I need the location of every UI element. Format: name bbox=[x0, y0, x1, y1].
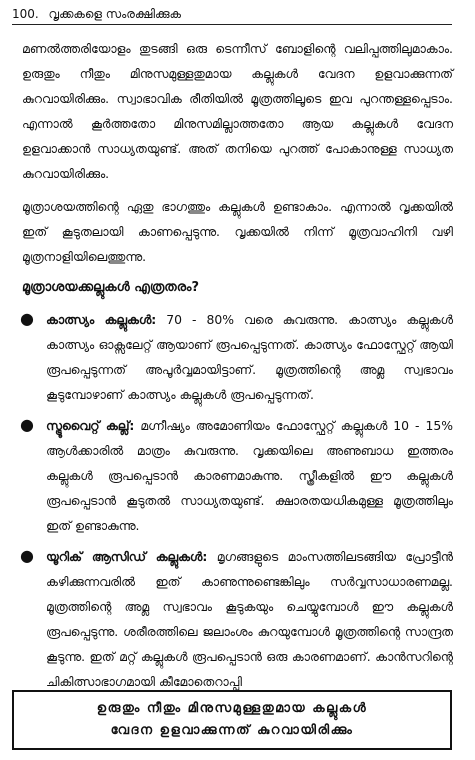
callout-line: ഉരുതും നീതും മിനുസമുള്ളതുമായ കല്ലുകൾ bbox=[96, 701, 368, 716]
bullet-icon: ● bbox=[20, 546, 34, 565]
section-heading: മൂത്രാശയക്കല്ലുകൾ എത്രതരം? bbox=[22, 280, 199, 295]
list-item-text: മൃഗങ്ങളുടെ മാംസത്തിലടങ്ങിയ പ്രോട്ടീൻ കഴിക്കുന്നവരിൽ ഇത് കാണുന്നുണ്ടെങ്കിലും സർവ്വസാധാരണമല്ല. മൂത്രത്തിന്റെ അമ്ല സ്വഭാവം കൂടുകയും ചെയ്യുമ്പോൾ ഈ കല്ലുകൾ രൂപപ്പെടുന്നു. ശരീരത്തിലെ ജലാംശം കുറയുമ്പോൾ മൂത്രത്തിന്റെ സാന്ദ്രത കൂടുന്നു. ഇത് മറ്റ് കല്ലുകൾ രൂപപ്പെടാൻ ഒരു കാരണമാണ്. കാൻസറിന്റെ ചികിത്സാഭാഗമായി കീമോതെറാപ്പി bbox=[46, 549, 453, 689]
bullet-icon: ● bbox=[20, 415, 34, 434]
list-item bbox=[22, 307, 453, 407]
list-item bbox=[22, 413, 453, 538]
callout-line: വേദന ഉളവാക്കുന്നത് കുറവായിരിക്കും bbox=[110, 723, 354, 738]
running-header bbox=[12, 6, 452, 25]
bullet-icon: ● bbox=[20, 309, 34, 328]
callout-box bbox=[12, 690, 452, 750]
list-item-term: സ്ട്രൂവൈറ്റ് കല്ല്: bbox=[46, 418, 135, 433]
stone-types-list bbox=[22, 307, 453, 694]
chapter-title: വൃക്കകളെ സംരക്ഷിക്കുക bbox=[48, 7, 182, 21]
body-text bbox=[22, 36, 453, 700]
list-item-text: മഗ്നീഷ്യം അമോണിയം ഫോസ്ഫേറ്റ് കല്ലുകൾ 10 - 15% ആൾക്കാരിൽ മാത്രം കുവരുന്നു. വൃക്കയിലെ അണുബാധ ഇത്തരം കല്ലുകൾ രൂപപ്പെടാൻ കാരണമാകുന്നു. സ്ത്രീകളിൽ ഈ കല്ലുകൾ രൂപപ്പെടാൻ കൂടുതൽ സാധ്യതയുണ്ട്. ക്ഷാരതയധികമുള്ള മൂത്രത്തിലും ഇത് ഉണ്ടാകുന്നു. bbox=[46, 418, 453, 533]
paragraph: മൂത്രാശയത്തിന്റെ ഏതു ഭാഗത്തും കല്ലുകൾ ഉണ്ടാകാം. എന്നാൽ വൃക്കയിൽ ഇത് കൂടുതലായി കാണപ്പെടുന്നു. വൃക്കയിൽ നിന്ന് മൂത്രവാഹിനി വഴി മൂത്രനാളിയിലെത്തുന്നു. bbox=[22, 199, 453, 264]
list-item-text: 70 - 80% വരെ കുവരുന്നു. കാത്സ്യം കല്ലുകൾ കാത്സ്യം ഓക്സലേറ്റ് ആയാണ് രൂപപ്പെടുന്നത്. കാത്സ്യം ഫോസ്ഫേറ്റ് ആയി രൂപപ്പെടുന്നത് അപൂർവ്വമായിട്ടാണ്. മൂത്രത്തിന്റെ അമ്ല സ്വഭാവം കൂടുമ്പോഴാണ് കാത്സ്യം കല്ലുകൾ രൂപപ്പെടുന്നത്. bbox=[46, 312, 453, 402]
list-item-term: യൂറിക് ആസിഡ് കല്ലുകൾ: bbox=[46, 549, 208, 564]
list-item bbox=[22, 544, 453, 694]
paragraph: മണൽത്തരിയോളം തുടങ്ങി ഒരു ടെന്നീസ് ബോളിന്റെ വലിപ്പത്തിലുമാകാം. ഉരുതും നീതും മിനുസമുള്ളതുമായ കല്ലുകൾ വേദന ഉളവാക്കുന്നത് കുറവായിരിക്കും. സ്വാഭാവിക രീതിയിൽ മൂത്രത്തിലൂടെ ഇവ പുറന്തള്ളപ്പെടാം. എന്നാൽ കൂർത്തതോ മിനുസമില്ലാത്തതോ ആയ കല്ലുകൾ വേദന ഉളവാക്കാൻ സാധ്യതയുണ്ട്. അത് തനിയെ പുറത്ത് പോകാനുള്ള സാധ്യത കുറവായിരിക്കും. bbox=[22, 41, 453, 181]
page-number: 100. bbox=[12, 7, 39, 21]
list-item-term: കാത്സ്യം കല്ലുകൾ: bbox=[46, 312, 157, 327]
